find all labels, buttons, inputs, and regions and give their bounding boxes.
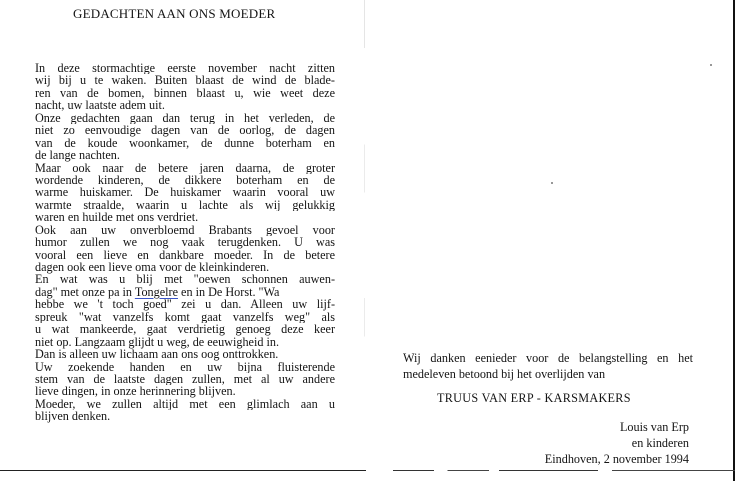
poem-line: humor zullen we nog vaak terugdenken. U was bbox=[35, 236, 335, 249]
place-name-tongelre: Tongelre bbox=[134, 284, 178, 299]
thanks-text bbox=[403, 350, 693, 382]
poem-line: En wat was u blij met "oewen schonnen auwen- bbox=[35, 273, 335, 286]
poem-line: wij bij u te waken. Buiten blaast de wind de blade- bbox=[35, 74, 335, 87]
poem-line: Uw zoekende handen en uw bijna fluisterende bbox=[35, 360, 335, 373]
poem-line: van de koude woonkamer, de dunne boterham en bbox=[35, 136, 335, 150]
scan-speck bbox=[710, 64, 712, 66]
scan-speck bbox=[551, 182, 553, 184]
poem-line: wordende kinderen, de dikkere boterham en de bbox=[35, 173, 335, 187]
poem-line: vooral een lieve en dankbare moeder. In de betere bbox=[35, 248, 335, 261]
place-date-line: Eindhoven, 2 november 1994 bbox=[544, 452, 689, 466]
poem-line: lieve dingen, in onze herinnering blijven. bbox=[35, 384, 236, 399]
family-signature bbox=[545, 419, 689, 467]
poem-line: warmte straalde, waarin u lachte als wij gelukkig bbox=[35, 198, 335, 212]
poem-line: u wat mankeerde, gaat verdrietig genoeg deze keer bbox=[35, 323, 335, 336]
poem-line-with-place bbox=[35, 286, 335, 298]
poem-line: nacht, uw laatste adem uit. bbox=[35, 98, 165, 113]
family-line: Louis van Erp bbox=[619, 420, 689, 434]
bottom-rule-left bbox=[0, 470, 366, 471]
card-title: GEDACHTEN AAN ONS MOEDER bbox=[73, 6, 276, 21]
memorial-poem bbox=[35, 62, 335, 423]
thanks-line: Wij danken eenieder voor de belangstelling en het bbox=[403, 351, 693, 365]
poem-line: ren van de bomen, binnen blaast u, wie weet deze bbox=[35, 86, 335, 100]
poem-fragment: dag" met onze pa in bbox=[35, 284, 135, 299]
poem-line: de lange nachten. bbox=[35, 148, 120, 163]
poem-line: dagen ook een lieve oma voor de kleinkinderen. bbox=[35, 260, 270, 274]
poem-line: waren en huilde met ons verdriet. bbox=[35, 210, 199, 225]
bottom-rule-right bbox=[393, 470, 735, 471]
poem-line: Moeder, we zullen altijd met een glimlach aan u bbox=[35, 397, 335, 411]
poem-line: spreuk "wat vanzelfs komt gaat vanzelfs weg" als bbox=[35, 310, 335, 324]
poem-line: stem van de laatste dagen zullen, met al uw andere bbox=[35, 372, 335, 386]
poem-line: Onze gedachten gaan dan terug in het verleden, de bbox=[35, 111, 335, 125]
poem-fragment: en in De Horst. "Wa bbox=[178, 284, 280, 299]
center-fold bbox=[364, 0, 365, 481]
poem-line: In deze stormachtige eerste november nacht zitten bbox=[35, 62, 335, 75]
poem-line: Dan is alleen uw lichaam aan ons oog onttrokken. bbox=[35, 347, 279, 362]
poem-line: Maar ook naar de betere jaren daarna, de groter bbox=[35, 161, 335, 174]
poem-line: niet op. Langzaam glijdt u weg, de eeuwigheid in. bbox=[35, 334, 280, 349]
poem-line: niet zo eenvoudige dagen van de oorlog, de dagen bbox=[35, 124, 335, 137]
thanks-line: medeleven betoond bij het overlijden van bbox=[403, 367, 606, 381]
poem-line: Ook aan uw onverbloemd Brabants gevoel voor bbox=[35, 223, 335, 237]
family-line: en kinderen bbox=[631, 436, 689, 450]
poem-line: hebbe we 't toch goed" zei u dan. Alleen uw lijf- bbox=[35, 298, 335, 311]
poem-line: warme huiskamer. De huiskamer waarin vooral uw bbox=[35, 186, 335, 199]
deceased-name: TRUUS VAN ERP - KARSMAKERS bbox=[437, 391, 631, 405]
poem-line: blijven denken. bbox=[35, 409, 111, 424]
